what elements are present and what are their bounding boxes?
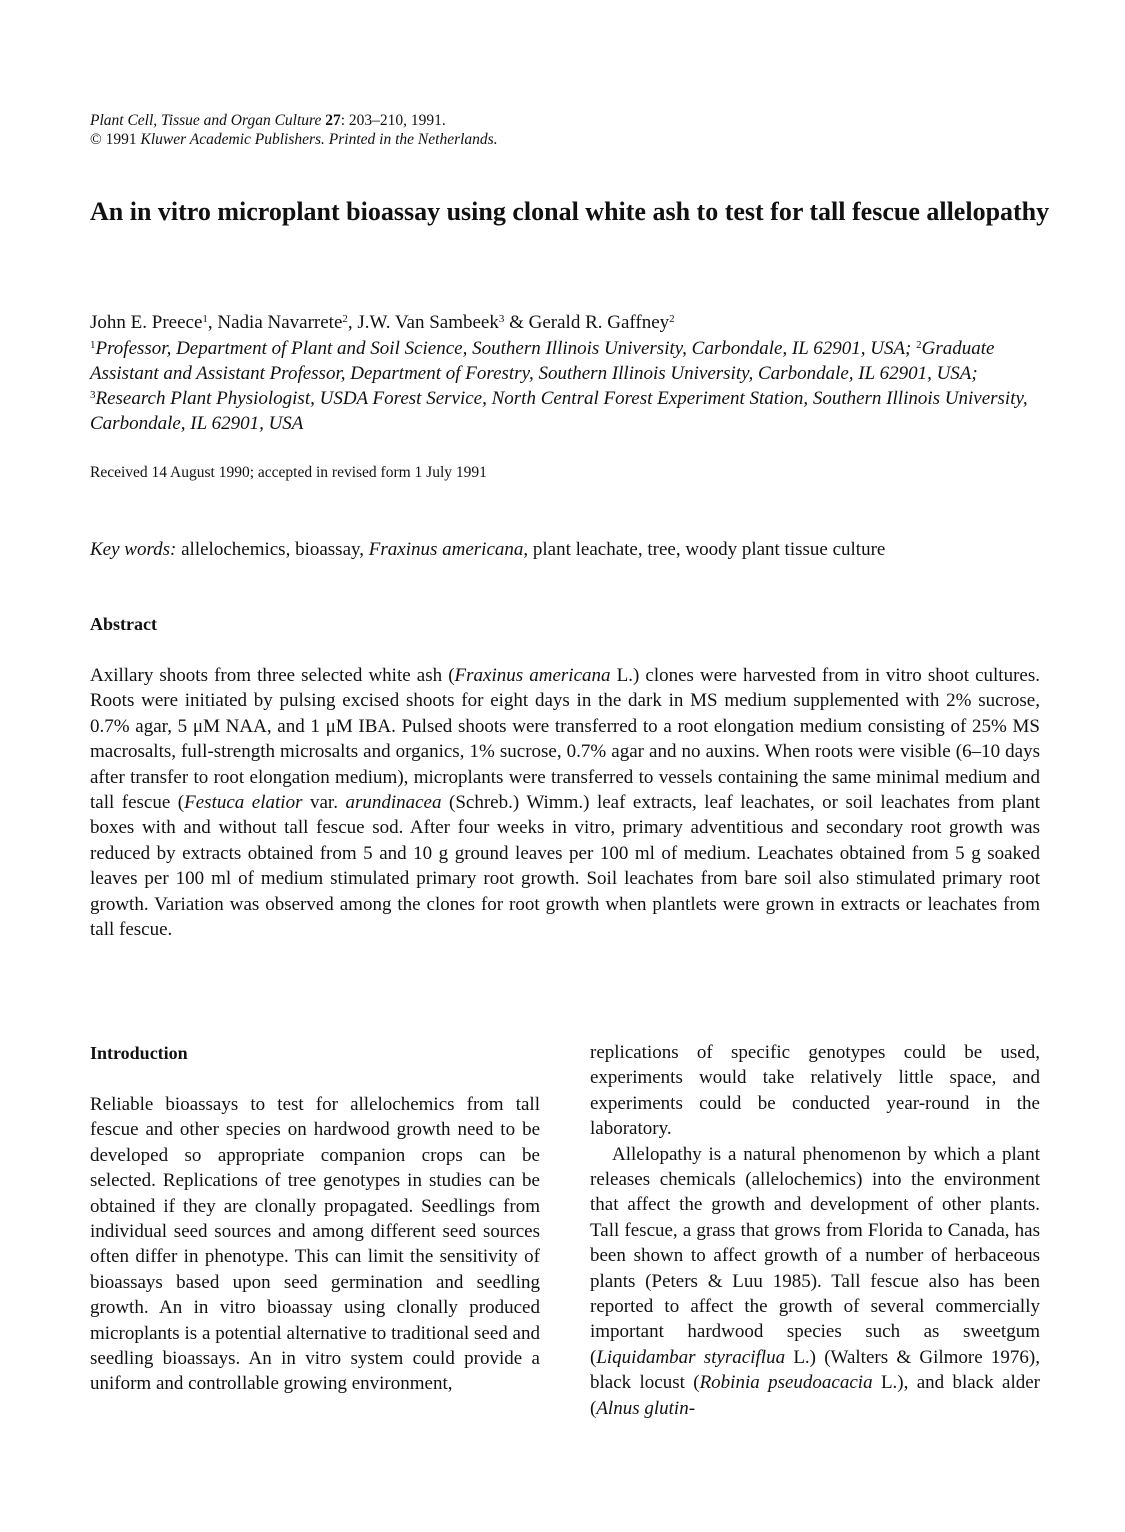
keywords-text: , plant leachate, tree, woody plant tissue culture [523, 539, 886, 560]
abstract-species: Festuca elatior [184, 792, 303, 814]
author-separator: , [207, 312, 218, 333]
publisher: Kluwer Academic Publishers. Printed in the Netherlands. [140, 131, 498, 148]
author-name: Nadia Navarrete [217, 312, 343, 333]
abstract-run: Axillary shoots from three selected white ash ( [90, 665, 455, 686]
intro-run: L.) (Walters & Gilmore 1976), black locust ( [590, 1346, 1040, 1394]
keywords-text: allelochemics, bioassay, [176, 539, 369, 560]
author-name: John E. Preece [90, 312, 203, 333]
journal-volume: 27 [325, 112, 341, 129]
author-affil-mark: 3 [498, 313, 505, 325]
intro-paragraph [590, 1142, 1040, 1421]
journal-line-2 [90, 130, 498, 149]
affil-mark: 3 [90, 389, 96, 401]
author-list [90, 310, 675, 336]
introduction-column-2 [590, 1040, 1040, 1421]
received-dates: Received 14 August 1990; accepted in revised form 1 July 1991 [90, 464, 487, 481]
journal-pages: : 203–210, 1991. [340, 112, 446, 129]
intro-run: L.), and black alder ( [590, 1372, 1040, 1419]
abstract-run: L.) clones were harvested from in vitro shoot cultures. Roots were initiated by pulsing excised shoots for eight days in the dark in MS medium supplemented with 2% sucrose, 0.7% agar, 5 μM NAA, and 1 μM IBA. Pulsed shoots were transferred to a root elongation medium consisting of 25% MS macrosalts, full-strength microsalts and organics, 1% sucrose, 0.7% agar and no auxins. When roots were visible (6–10 days after transfer to root elongation medium), microplants were transferred to vessels containing the same minimal medium and tall fescue ( [90, 665, 1040, 814]
author-name: Gerald R. Gaffney [528, 312, 670, 333]
author-affil-mark: 2 [669, 313, 675, 325]
abstract-text [90, 663, 1040, 942]
copyright: © 1991 [90, 131, 137, 148]
author-separator: , [347, 312, 358, 333]
journal-citation [90, 111, 498, 149]
abstract-run: var. [302, 792, 346, 814]
affil-mark: 1 [90, 339, 96, 351]
affil-mark: 2 [916, 339, 922, 351]
abstract-heading: Abstract [90, 614, 157, 634]
abstract-run: (Schreb.) Wimm.) leaf extracts, leaf leachates, or soil leachates from plant boxes with and without tall fescue sod. After four weeks in vitro, primary adventitious and secondary root growth was reduced by extracts obtained from 5 and 10 g ground leaves per 100 ml of medium. Leachates obtained from 5 g soaked leaves per 100 ml of medium stimulated primary root growth. Soil leachates from bare soil also stimulated primary root growth. Variation was observed among the clones for root growth when plantlets were grown in extracts or leachates from tall fescue. [90, 792, 1040, 941]
intro-run: Allelopathy is a natural phenomenon by which a plant releases chemicals (allelochemics) into the environment that affect the growth and development of other plants. Tall fescue, a grass that grows from Florida to Canada, has been shown to affect growth of a number of herbaceous plants (Peters & Luu 1985). Tall fescue also has been reported to affect the growth of several commercially important hardwood species such as sweetgum ( [590, 1143, 1040, 1368]
intro-species: Robinia pseudoacacia [699, 1372, 873, 1394]
author-separator: & [504, 312, 529, 333]
intro-species: Alnus glutin- [596, 1397, 696, 1419]
author-affil-mark: 1 [202, 313, 208, 325]
intro-species: Liquidambar styraciflua [596, 1346, 786, 1368]
affil-text: Research Plant Physiologist, USDA Forest Service, North Central Forest Experiment Station, Southern Illinois University, Carbondale, IL 62901, USA [90, 388, 1028, 434]
journal-line-1 [90, 111, 498, 130]
introduction-column-1: Reliable bioassays to test for allelochemics from tall fescue and other species on hardwood growth need to be developed so appropriate companion crops can be selected. Replications of tree genotypes in studies can be obtained if they are clonally propagated. Seedlings from individual seed sources and among different seed sources often differ in phenotype. This can limit the sensitivity of bioassays based upon seed germination and seedling growth. An in vitro bioassay using clonally produced microplants is a potential alternative to traditional seed and seedling bioassays. An in vitro system could provide a uniform and controllable growing environment, [90, 1094, 540, 1395]
article-title: An in vitro microplant bioassay using clonal white ash to test for tall fescue allelopathy [90, 197, 1050, 226]
keywords-species: Fraxinus americana [368, 539, 524, 560]
abstract-species: arundinacea [345, 792, 442, 814]
affil-text: Graduate Assistant and Assistant Professor, Department of Forestry, Southern Illinois University, Carbondale, IL 62901, USA; [90, 338, 995, 384]
affiliations [90, 336, 1050, 436]
affil-text: Professor, Department of Plant and Soil Science, Southern Illinois University, Carbondale, IL 62901, USA; [95, 338, 917, 359]
author-name: J.W. Van Sambeek [357, 312, 499, 333]
intro-paragraph: replications of specific genotypes could be used, experiments would take relatively little space, and experiments could be conducted year-round in the laboratory. [590, 1042, 1040, 1140]
author-affil-mark: 2 [342, 313, 348, 325]
introduction-heading: Introduction [90, 1043, 188, 1063]
abstract-species: Fraxinus americana [454, 665, 611, 686]
journal-name: Plant Cell, Tissue and Organ Culture [90, 112, 322, 129]
keywords [90, 537, 1040, 562]
keywords-label: Key words: [90, 539, 177, 560]
